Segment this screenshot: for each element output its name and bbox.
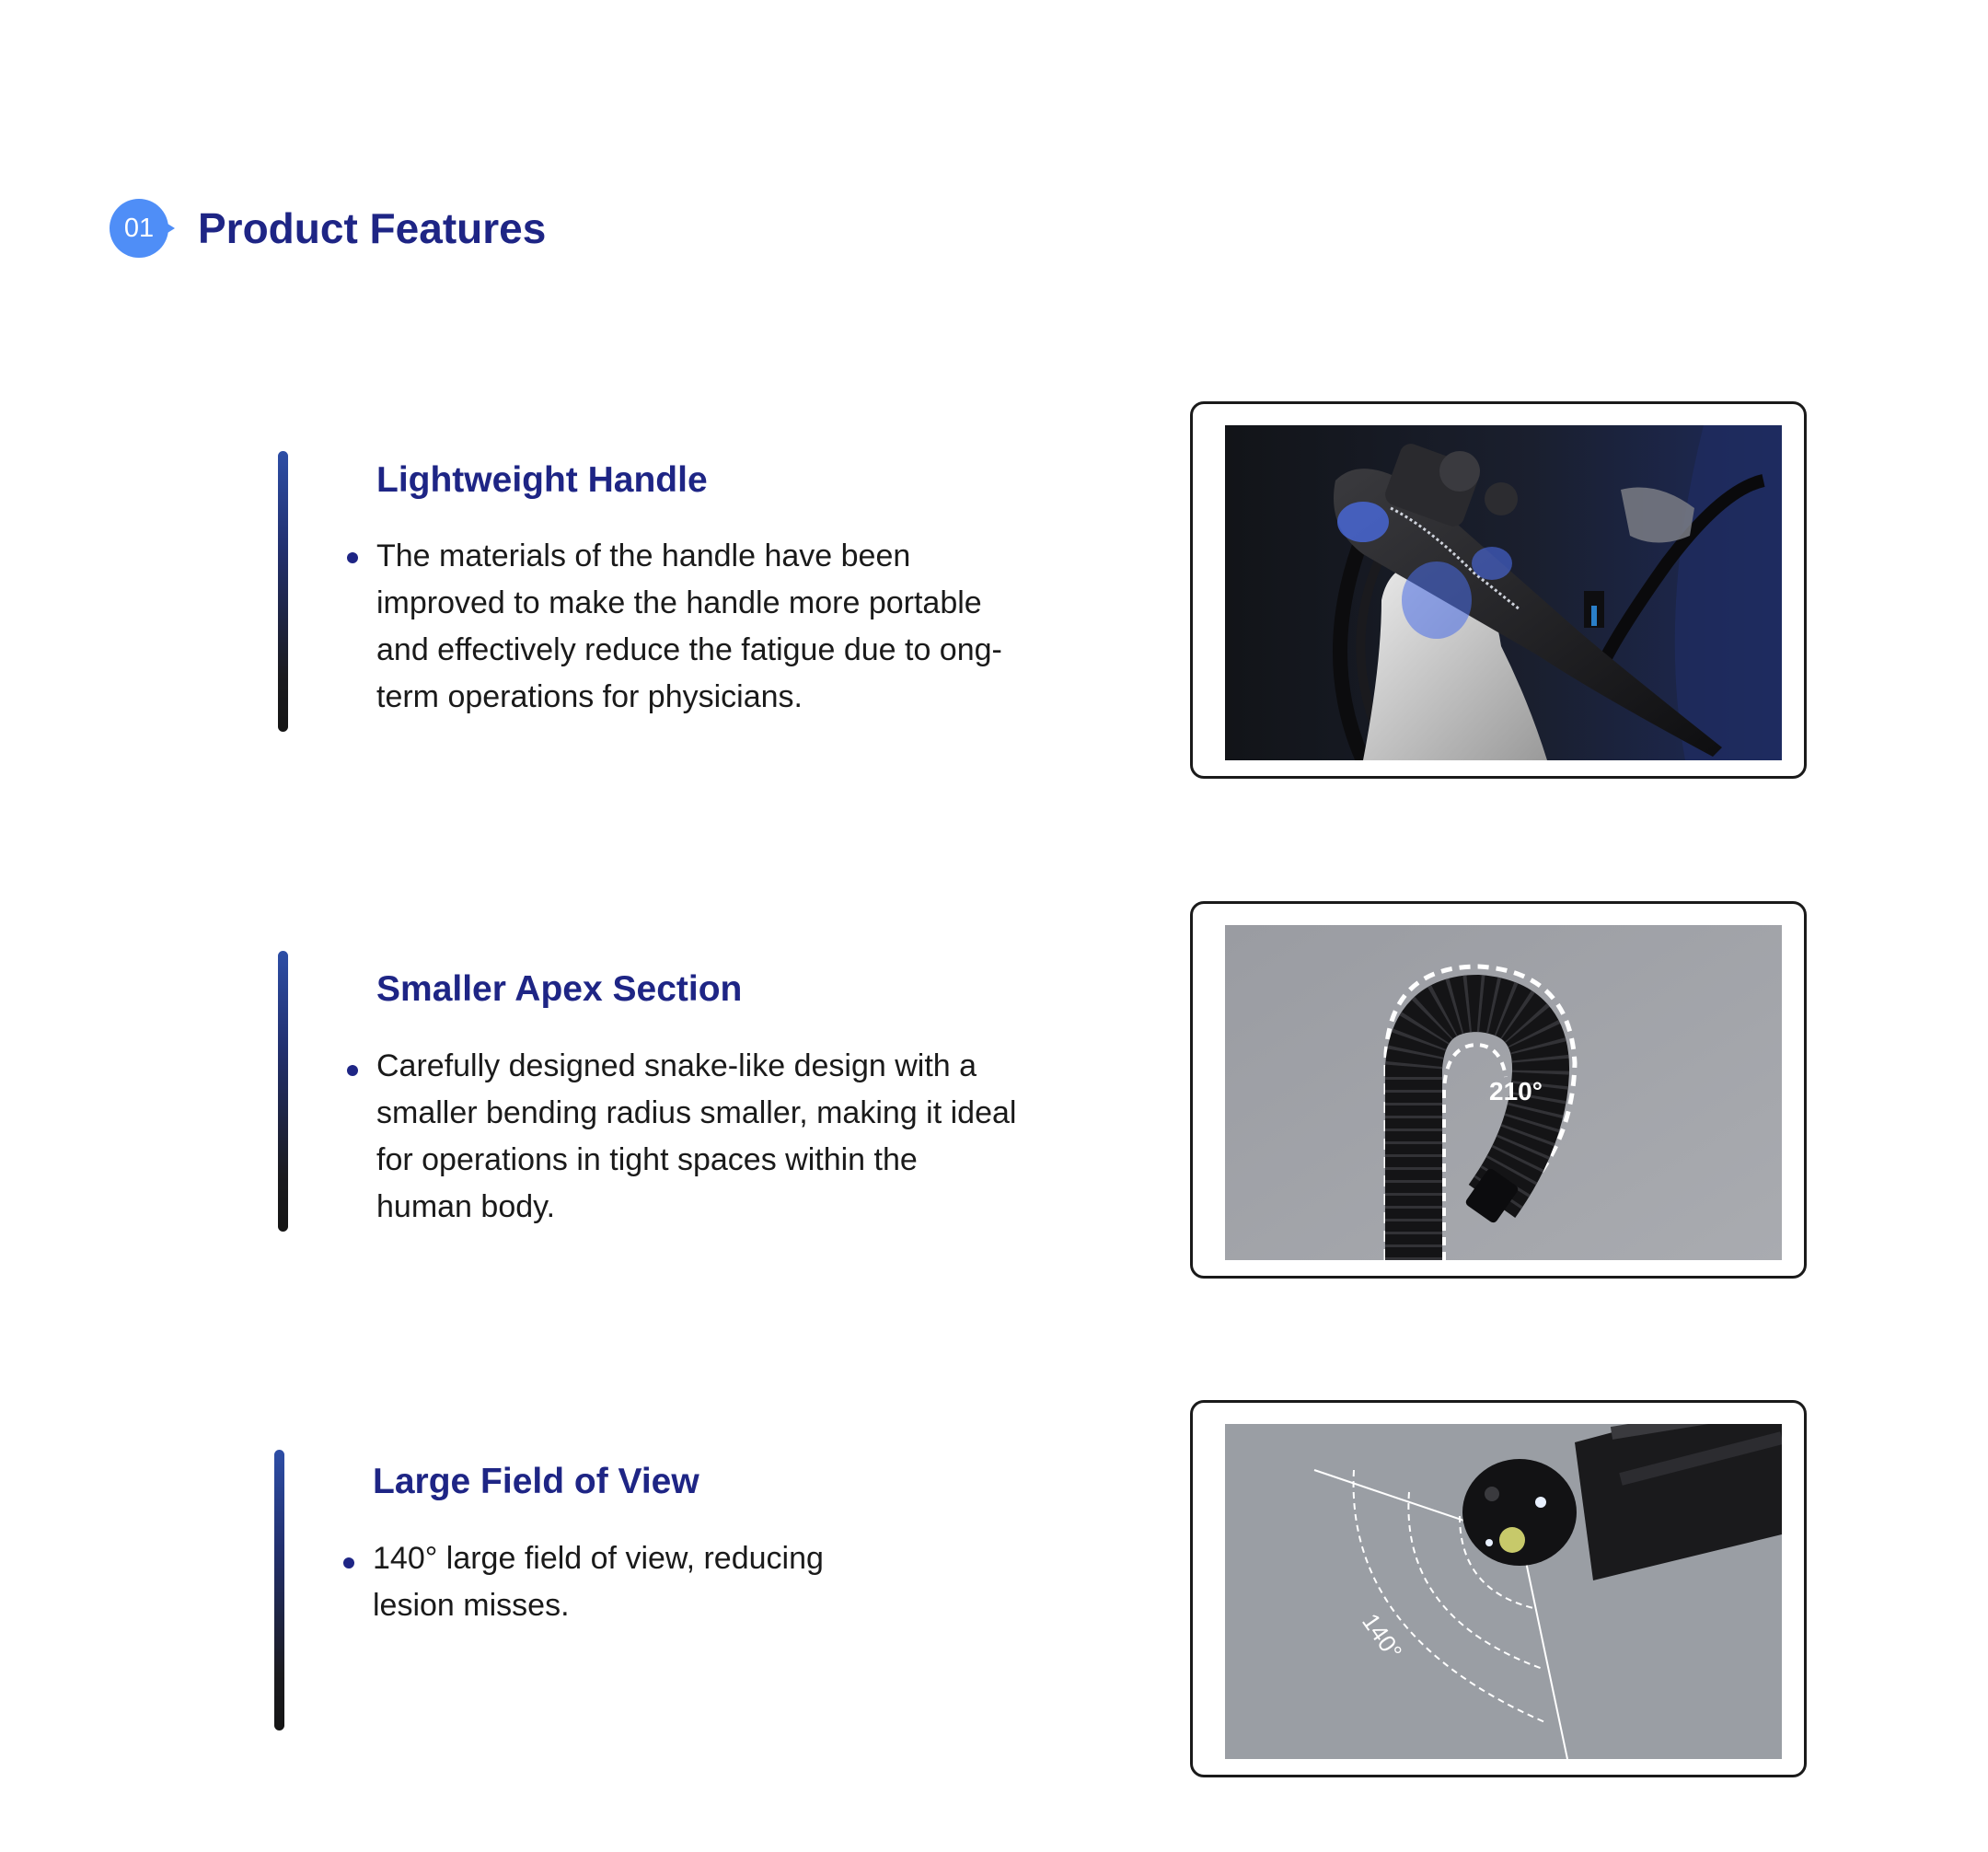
section-badge: 01 [110,199,168,258]
bullet-dot [347,1065,358,1076]
view-angle-label: 140° [1357,1608,1408,1665]
feature-smaller-apex [0,898,1988,1285]
bend-angle-label: 210° [1489,1077,1543,1105]
section-title: Product Features [198,204,547,252]
bullet-dot [347,552,358,563]
feature-description: Carefully designed snake-like design with a smaller bending radius smaller, making it ideal for operations in tight spaces within the human body. [376,1048,1017,1224]
feature-large-fov [0,1397,1988,1784]
feature-title: Large Field of View [373,1462,699,1501]
feature-accent-bar [274,1450,284,1730]
feature-accent-bar [278,951,288,1232]
feature-image-frame [1190,901,1807,1279]
feature-title: Lightweight Handle [376,460,708,500]
feature-image-frame [1190,1400,1807,1777]
feature-title: Smaller Apex Section [376,969,743,1009]
feature-lightweight-handle [0,399,1988,785]
feature-description: 140° large field of view, reducing lesion misses. [373,1541,824,1623]
bending-section-image [1225,925,1782,1260]
bullet-dot [343,1557,354,1568]
feature-description: The materials of the handle have been improved to make the handle more portable and effectively reduce the fatigue due to ong-term operations for physicians. [376,538,1002,714]
feature-accent-bar [278,451,288,732]
endoscope-handle-image [1225,425,1782,760]
feature-image-frame [1190,401,1807,779]
field-of-view-image [1225,1424,1782,1759]
